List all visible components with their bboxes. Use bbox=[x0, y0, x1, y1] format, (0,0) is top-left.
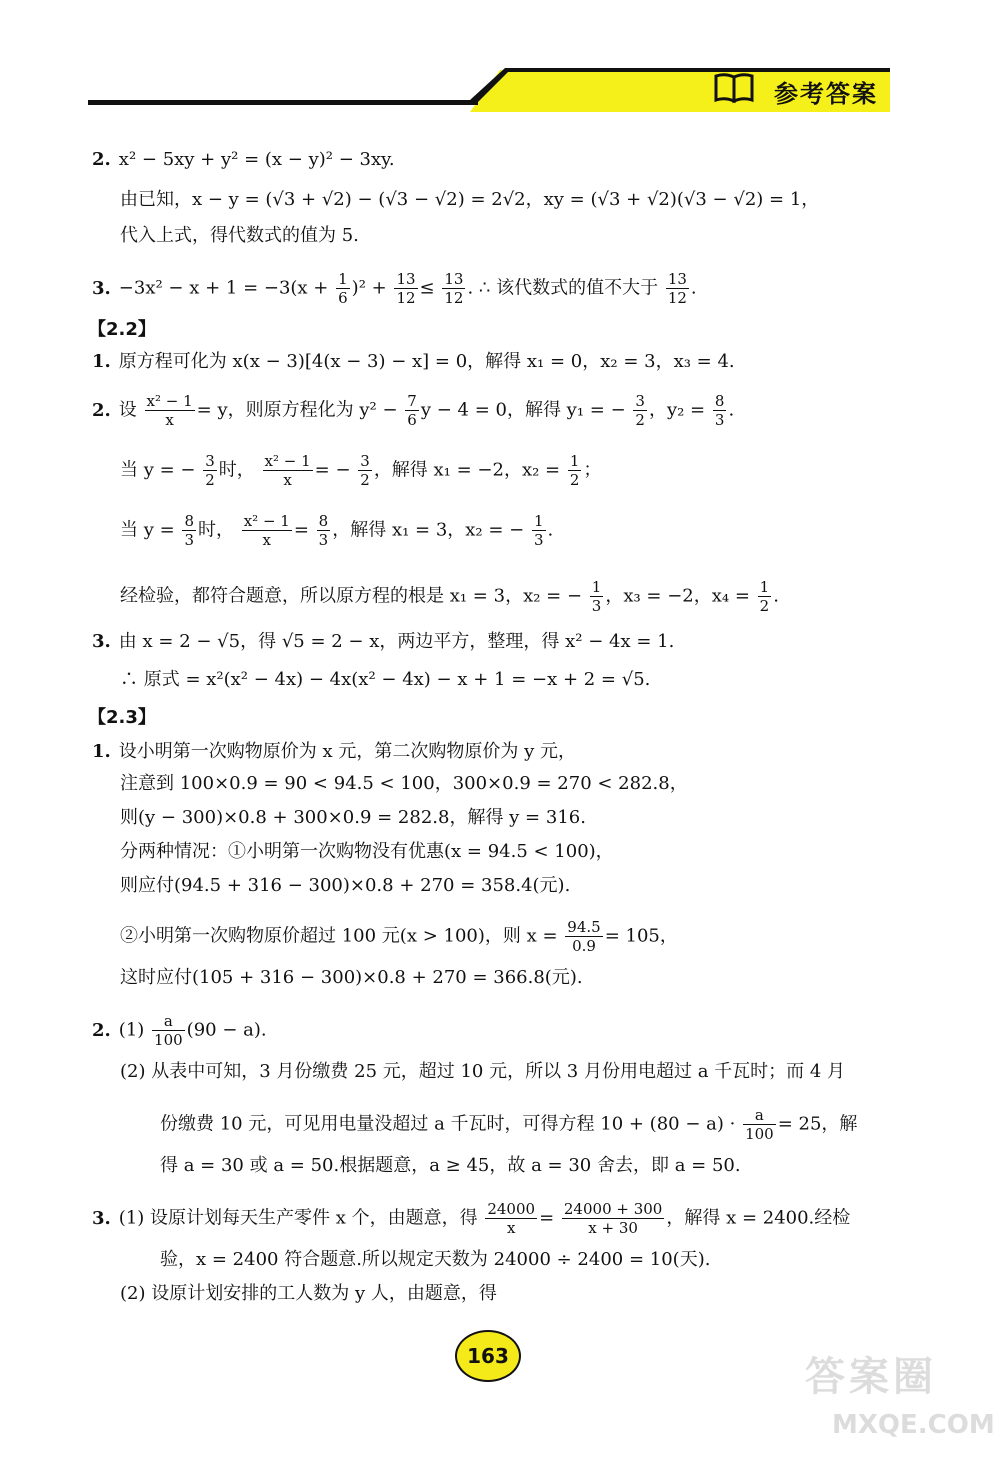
answer-2-3-1-line-4: 分两种情况：①小明第一次购物没有优惠(x = 94.5 < 100)， bbox=[120, 841, 614, 862]
fraction: $\frac{\text{x² − 1}}{x}$ bbox=[264, 452, 311, 489]
answer-2-3-2-part-2-line-3: 得 a = 30 或 a = 50.根据题意，a ≥ 45，故 a = 30 舍去，即 a = 50. bbox=[160, 1155, 741, 1176]
fraction: $\frac{\text{x² − 1}}{x}$ bbox=[243, 512, 290, 549]
answer-2-3-1-line-7: 这时应付(105 + 316 − 300)×0.8 + 270 = 366.8(元). bbox=[120, 967, 583, 988]
fraction: $\frac{8}{3}$ bbox=[184, 512, 194, 549]
header-title: 参考答案 bbox=[774, 80, 878, 108]
fraction: $\frac{1}{3}$ bbox=[591, 578, 602, 615]
fraction: $\frac{24000}{x}$ bbox=[487, 1200, 536, 1237]
answer-2-3-2-part-2-line-2: 份缴费 10 元，可见用电量没超过 a 千瓦时，可得方程 10 + (80 − a) · $\frac{a}{100}$ = 25，解 bbox=[160, 1106, 858, 1143]
fraction: $\frac{3}{2}$ bbox=[635, 392, 645, 429]
fraction: $\frac{8}{3}$ bbox=[318, 512, 329, 549]
answer-2-3-1: 1. 设小明第一次购物原价为 x 元，第二次购物原价为 y 元， bbox=[92, 741, 577, 762]
watermark-logo: 答案圈 bbox=[805, 1354, 937, 1400]
section-heading-2-3: 【2.3】 bbox=[88, 707, 156, 728]
page-number: 163 bbox=[455, 1330, 521, 1382]
answer-2-2-2: 2. 设 $\frac{\text{x² − 1}}{x}$ = y，则原方程化为 y² − $\frac{7}{6}$ y − 4 = 0，解得 y₁ = − $\frac{3}{2}$ ，y₂ = $\frac{8}{3}$ . bbox=[92, 392, 735, 429]
fraction: $\frac{94.5}{0.9}$ bbox=[567, 918, 601, 955]
fraction: $\frac{7}{6}$ bbox=[407, 392, 417, 429]
answer-2-2-2-case-2: 当 y = $\frac{8}{3}$ 时， $\frac{\text{x² − 1}}{x}$ = $\frac{8}{3}$ ，解得 x₁ = 3，x₂ = − $\frac{1}{3}$ . bbox=[120, 512, 554, 549]
answer-2-line-3: 代入上式，得代数式的值为 5. bbox=[120, 225, 359, 246]
answer-2: 2. x² − 5xy + y² = (x − y)² − 3xy. bbox=[92, 149, 395, 170]
answer-2-2-3: 3. 由 x = 2 − √5，得 √5 = 2 − x，两边平方，整理，得 x² − 4x = 1. bbox=[92, 631, 675, 652]
answer-2-3-3-part-2: (2) 设原计划安排的工人数为 y 人，由题意，得 bbox=[120, 1283, 497, 1304]
fraction: $\frac{13}{12}$ bbox=[396, 270, 416, 307]
fraction: $\frac{1}{2}$ bbox=[569, 452, 580, 489]
answer-2-3-2: 2. (1) $\frac{a}{100}$ (90 − a). bbox=[92, 1012, 267, 1049]
book-icon bbox=[712, 72, 756, 104]
answer-2-2-3-line-2: ∴ 原式 = x²(x² − 4x) − 4x(x² − 4x) − x + 1 = −x + 2 = √5. bbox=[120, 669, 651, 690]
fraction: $\frac{a}{100}$ bbox=[745, 1106, 774, 1143]
answer-2-2-2-case-1: 当 y = − $\frac{3}{2}$ 时， $\frac{\text{x² − 1}}{x}$ = − $\frac{3}{2}$ ，解得 x₁ = −2，x₂ = $\frac{1}{2}$ ； bbox=[120, 452, 602, 489]
fraction: $\frac{3}{2}$ bbox=[360, 452, 370, 489]
answer-2-3-1-line-3: 则(y − 300)×0.8 + 300×0.9 = 282.8，解得 y = 316. bbox=[120, 807, 586, 828]
answer-2-3-3: 3. (1) 设原计划每天生产零件 x 个，由题意，得 $\frac{24000}{x}$ = $\frac{24000 + 300}{x + 30}$ ，解得 x = 2400.经检 bbox=[92, 1200, 851, 1237]
fraction: $\frac{\text{x² − 1}}{x}$ bbox=[146, 392, 193, 429]
answer-2-2-1: 1. 原方程可化为 x(x − 3)[4(x − 3) − x] = 0，解得 x₁ = 0，x₂ = 3，x₃ = 4. bbox=[92, 351, 735, 372]
answer-2-line-2: 由已知，x − y = (√3 + √2) − (√3 − √2) = 2√2，xy = (√3 + √2)(√3 − √2) = 1， bbox=[120, 189, 820, 210]
answer-2-3-1-line-6: ②小明第一次购物原价超过 100 元(x > 100)，则 x = $\frac{94.5}{0.9}$ = 105， bbox=[120, 918, 678, 955]
fraction: $\frac{13}{12}$ bbox=[667, 270, 687, 307]
section-heading-2-2: 【2.2】 bbox=[88, 319, 156, 340]
fraction: $\frac{1}{2}$ bbox=[759, 578, 770, 615]
fraction: $\frac{a}{100}$ bbox=[154, 1012, 183, 1049]
fraction: $\frac{1}{6}$ bbox=[338, 270, 348, 307]
fraction: $\frac{13}{12}$ bbox=[444, 270, 464, 307]
answer-2-3-2-part-2: (2) 从表中可知，3 月份缴费 25 元，超过 10 元，所以 3 月份用电超过 a 千瓦时；而 4 月 bbox=[120, 1061, 846, 1082]
answer-2-2-2-conclusion: 经检验，都符合题意，所以原方程的根是 x₁ = 3，x₂ = − $\frac{1}{3}$ ，x₃ = −2，x₄ = $\frac{1}{2}$ . bbox=[120, 578, 779, 615]
answer-2-3-1-line-2: 注意到 100×0.9 = 90 < 94.5 < 100，300×0.9 = 270 < 282.8， bbox=[120, 773, 688, 794]
fraction: $\frac{3}{2}$ bbox=[205, 452, 215, 489]
fraction: $\frac{24000 + 300}{x + 30}$ bbox=[563, 1200, 663, 1237]
answer-2-3-3-line-2: 验，x = 2400 符合题意.所以规定天数为 24000 ÷ 2400 = 10(天). bbox=[160, 1249, 711, 1270]
fraction: $\frac{1}{3}$ bbox=[534, 512, 544, 549]
answer-3: 3. −3x² − x + 1 = −3(x + $\frac{1}{6}$ )² + $\frac{13}{12}$ ≤ $\frac{13}{12}$ . ∴ 该代数式的值不大于 $\frac{13}{12}$ . bbox=[92, 270, 697, 307]
answer-2-3-1-line-5: 则应付(94.5 + 316 − 300)×0.8 + 270 = 358.4(元). bbox=[120, 875, 571, 896]
watermark-url: MXQE.COM bbox=[832, 1410, 995, 1440]
fraction: $\frac{8}{3}$ bbox=[714, 392, 725, 429]
